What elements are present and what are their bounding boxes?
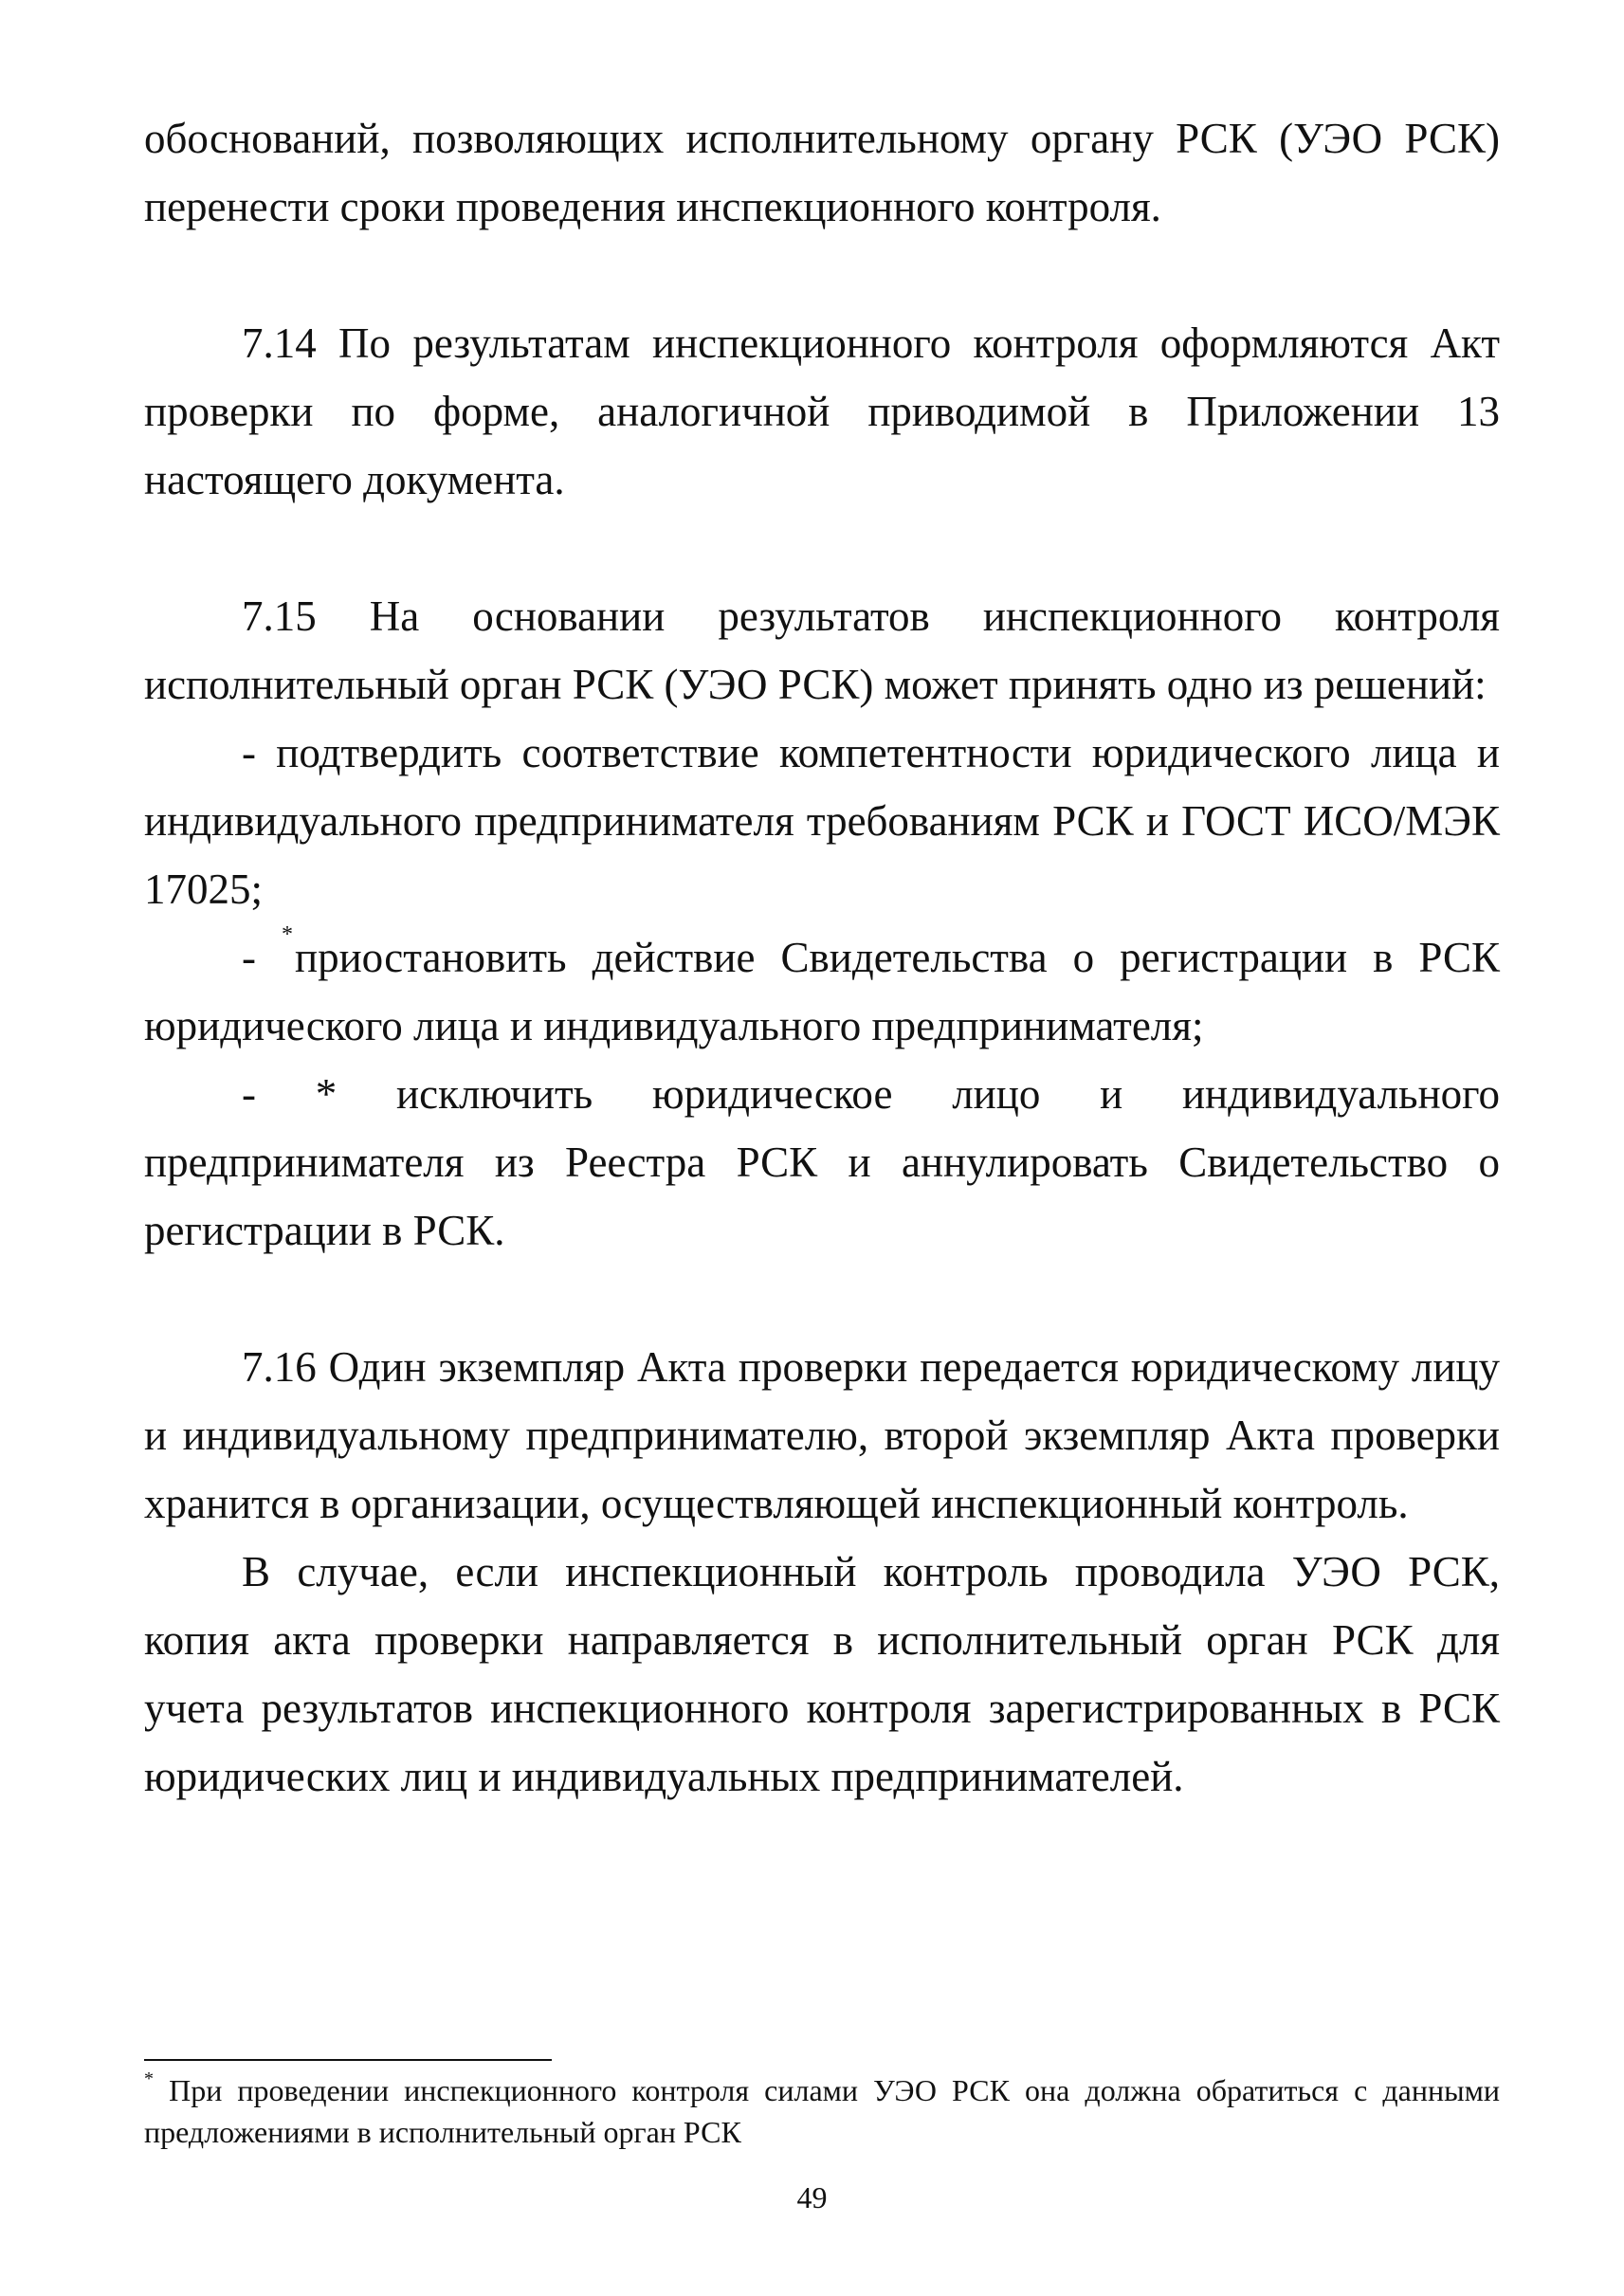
bullet-suspend-text: приостановить действие Свидетельства о регистрации в РСК юридического лица и индивидуального предпринимателя; bbox=[144, 934, 1500, 1049]
footnote-mark: * bbox=[144, 2068, 154, 2089]
footnote-marker: * bbox=[282, 922, 294, 947]
decision-bullet-exclude: - * исключить юридическое лицо и индивидуального предпринимателя из Реестра РСК и аннулировать Свидетельство о регистрации в РСК. bbox=[144, 1070, 1500, 1254]
footnote bbox=[144, 2069, 1500, 2153]
decision-bullet-suspend bbox=[144, 923, 1500, 1060]
footnote-separator bbox=[144, 2059, 552, 2061]
decision-bullet-confirm: - подтвердить соответствие компетентности юридического лица и индивидуального предпринимателя требованиям РСК и ГОСТ ИСО/МЭК 17025; bbox=[144, 729, 1500, 913]
page-number: 49 bbox=[796, 2180, 828, 2214]
footnote-text: При проведении инспекционного контроля силами УЭО РСК она должна обратиться с данными предложениями в исполнительный орган РСК bbox=[144, 2073, 1500, 2149]
clause-7-16: 7.16 Один экземпляр Акта проверки передается юридическому лицу и индивидуальному предпринимателю, второй экземпляр Акта проверки хранится в организации, осуществляющей инспекционный контроль. bbox=[144, 1343, 1500, 1527]
bullet-dash: - bbox=[242, 934, 283, 981]
clause-7-15: 7.15 На основании результатов инспекционного контроля исполнительный орган РСК (УЭО РСК) может принять одно из решений: bbox=[144, 592, 1500, 708]
paragraph-case: В случае, если инспекционный контроль проводила УЭО РСК, копия акта проверки направляется в исполнительный орган РСК для учета результатов инспекционного контроля зарегистрированных в РСК юридических лиц и индивидуальных предпринимателей. bbox=[144, 1548, 1500, 1800]
body-text bbox=[144, 104, 1500, 1811]
clause-7-14: 7.14 По результатам инспекционного контроля оформляются Акт проверки по форме, аналогичной приводимой в Приложении 13 настоящего документа. bbox=[144, 319, 1500, 503]
paragraph-intro: обоснований, позволяющих исполнительному органу РСК (УЭО РСК) перенести сроки проведения инспекционного контроля. bbox=[144, 115, 1500, 230]
